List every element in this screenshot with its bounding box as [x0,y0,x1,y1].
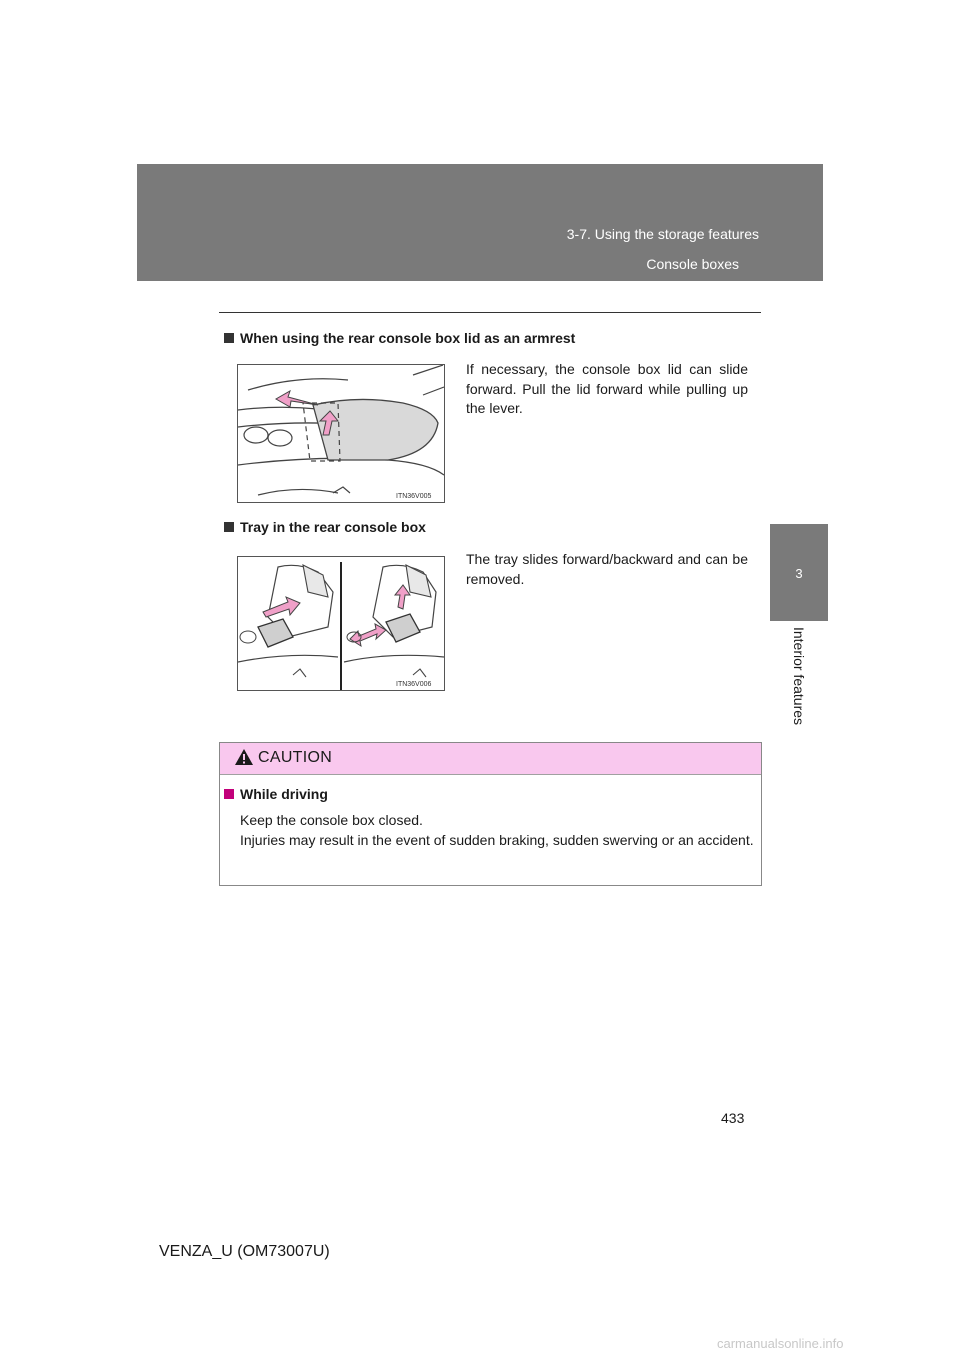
caution-title: CAUTION [258,749,333,766]
caution-subheading [224,786,328,802]
chapter-number: 3 [795,566,803,581]
section-heading-armrest [224,330,575,346]
caution-subheading-text: While driving [240,786,328,802]
armrest-illustration [237,364,445,503]
square-bullet-icon [224,333,234,343]
page-number: 433 [721,1110,745,1126]
armrest-drawing [238,365,444,502]
tray-drawing [238,557,444,690]
section-title: 3-7. Using the storage features [566,226,759,242]
figure-code: ITN36V005 [396,493,432,500]
manual-code: VENZA_U (OM73007U) [159,1243,330,1260]
chapter-tab[interactable] [770,524,828,621]
caution-header [220,743,761,775]
tray-description: The tray slides forward/backward and can be removed. [466,551,748,587]
watermark: carmanualsonline.info [717,1336,844,1351]
armrest-description: If necessary, the console box lid can slide forward. Pull the lid forward while pulling up the lever. [466,361,748,416]
chapter-label: Interior features [791,626,807,726]
tray-illustration [237,556,445,691]
caution-body [240,811,754,850]
square-bullet-icon [224,789,234,799]
figure-code: ITN36V006 [396,681,432,688]
header-divider [219,312,761,313]
caution-line: Injuries may result in the event of sudden braking, sudden swerving or an accident. [240,831,754,848]
caution-line: Keep the console box closed. [240,812,423,828]
section-heading-tray [224,519,426,535]
warning-triangle-icon [234,748,254,771]
heading-text: When using the rear console box lid as an armrest [240,330,576,346]
caution-box [219,742,762,886]
heading-text: Tray in the rear console box [240,519,426,535]
square-bullet-icon [224,522,234,532]
header-band [137,164,823,281]
subsection-title: Console boxes [646,256,739,272]
